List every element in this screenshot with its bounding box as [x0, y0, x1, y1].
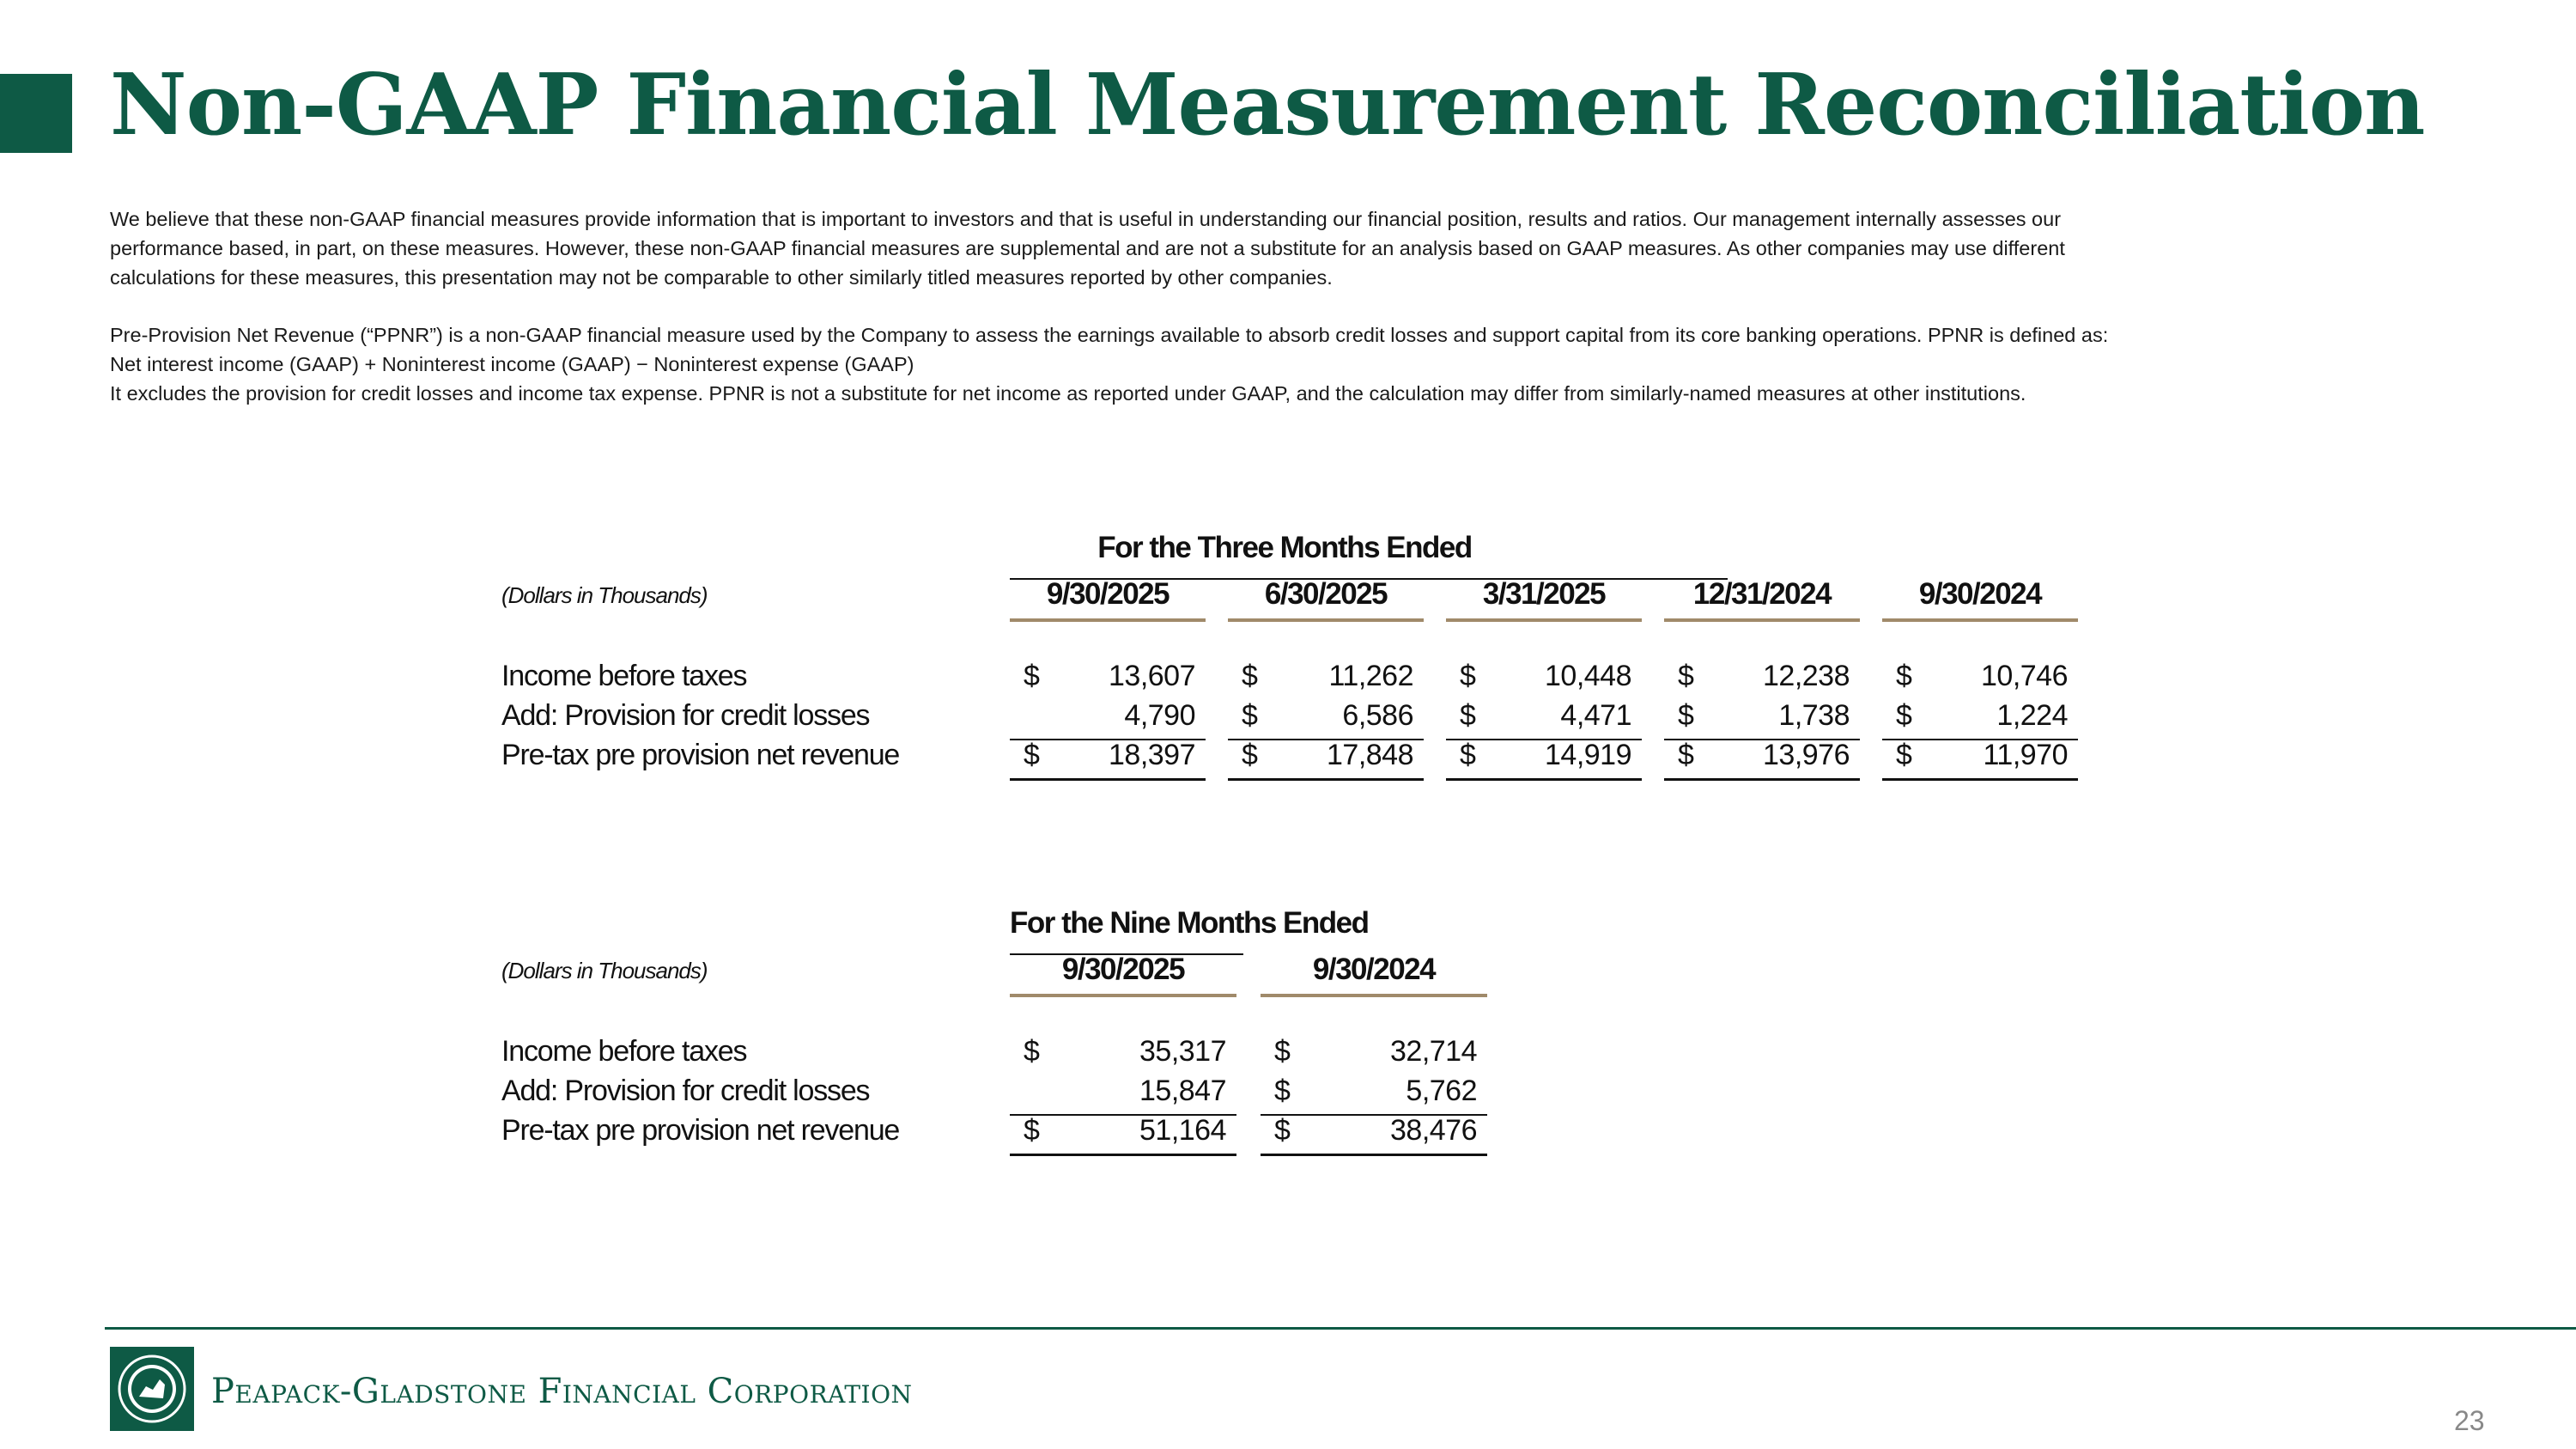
dollar-sign: $ [1678, 739, 1694, 771]
dollar-sign: $ [1242, 660, 1258, 692]
company-logo [110, 1347, 194, 1431]
cell-value: 14,919 [1545, 739, 1631, 771]
company-name: Peapack-Gladstone Financial Corporation [211, 1372, 913, 1411]
units-label: (Dollars in Thousands) [501, 582, 708, 608]
dollar-sign: $ [1460, 739, 1476, 771]
ppnr-line: Pre-Provision Net Revenue (“PPNR”) is a non-GAAP financial measure used by the Company to assess the earnings available to absorb credit losses and support capital from its core banking operations. PPNR is defined as: [110, 324, 2109, 346]
cell-value: 10,746 [1981, 660, 2068, 692]
dollar-sign: $ [1678, 660, 1694, 692]
cell-value: 1,224 [1996, 699, 2068, 732]
dollar-sign: $ [1024, 1035, 1040, 1068]
dollar-sign: $ [1896, 660, 1912, 692]
dollar-sign: $ [1678, 699, 1694, 732]
page-number: 23 [2454, 1405, 2485, 1436]
dollar-sign: $ [1242, 739, 1258, 771]
ppnr-formula: Net interest income (GAAP) + Noninterest income (GAAP) − Noninterest expense (GAAP) [110, 353, 914, 375]
column-underline [1882, 618, 2078, 622]
dollar-sign: $ [1896, 699, 1912, 732]
dollar-sign: $ [1024, 739, 1040, 771]
units-label: (Dollars in Thousands) [501, 958, 708, 983]
column-underline [1446, 618, 1642, 622]
intro-line: calculations for these measures, this presentation may not be comparable to other similarly titled measures reported by other companies. [110, 266, 1333, 289]
nine-months-group-header: For the Nine Months Ended [1010, 906, 1369, 940]
column-underline [1261, 994, 1487, 997]
cell-value: 13,607 [1109, 660, 1195, 692]
page-title: Non-GAAP Financial Measurement Reconciliation [110, 56, 2425, 155]
total-rule [1261, 1154, 1487, 1156]
column-header-9-30-2024: 9/30/2024 [1918, 577, 2042, 611]
column-header-12-31-2024: 12/31/2024 [1692, 577, 1832, 611]
intro-paragraph [110, 204, 2428, 292]
row-label-income-before-taxes: Income before taxes [501, 660, 747, 692]
cell-value: 35,317 [1139, 1035, 1226, 1068]
cell-value: 5,762 [1406, 1075, 1477, 1107]
dollar-sign: $ [1460, 660, 1476, 692]
cell-value: 10,448 [1545, 660, 1631, 692]
cell-value: 13,976 [1763, 739, 1850, 771]
cell-value: 6,586 [1342, 699, 1413, 732]
dollar-sign: $ [1024, 660, 1040, 692]
ppnr-line: It excludes the provision for credit losses and income tax expense. PPNR is not a substitute for net income as reported under GAAP, and the calculation may differ from similarly-named measures at other institutions. [110, 382, 2026, 405]
total-rule [1010, 778, 1206, 781]
row-label-ppnr: Pre-tax pre provision net revenue [501, 1114, 900, 1147]
row-label-ppnr: Pre-tax pre provision net revenue [501, 739, 900, 771]
total-rule [1882, 778, 2078, 781]
cell-value: 11,262 [1328, 660, 1413, 692]
column-header-6-30-2025: 6/30/2025 [1264, 577, 1388, 611]
column-header-3-31-2025: 3/31/2025 [1482, 577, 1606, 611]
column-underline [1228, 618, 1424, 622]
dollar-sign: $ [1274, 1035, 1291, 1068]
cell-value: 38,476 [1390, 1114, 1477, 1147]
column-underline [1010, 618, 1206, 622]
row-label-provision: Add: Provision for credit losses [501, 699, 870, 732]
cell-value: 1,738 [1778, 699, 1850, 732]
intro-line: performance based, in part, on these measures. However, these non-GAAP financial measures are supplemental and are not a substitute for an analysis based on GAAP measures. As other companies may use different [110, 237, 2065, 259]
dollar-sign: $ [1460, 699, 1476, 732]
dollar-sign: $ [1274, 1114, 1291, 1147]
intro-line: We believe that these non-GAAP financial measures provide information that is important to investors and that is useful in understanding our financial position, results and ratios. Our management internally assesses our [110, 208, 2062, 230]
cell-value: 4,471 [1560, 699, 1631, 732]
total-rule [1664, 778, 1860, 781]
column-header-9-30-2025: 9/30/2025 [1061, 953, 1185, 986]
dollar-sign: $ [1242, 699, 1258, 732]
cell-value: 11,970 [1983, 739, 2068, 771]
cell-value: 32,714 [1390, 1035, 1477, 1068]
column-header-9-30-2024: 9/30/2024 [1312, 953, 1436, 986]
row-label-income-before-taxes: Income before taxes [501, 1035, 747, 1068]
cell-value: 4,790 [1124, 699, 1195, 732]
dollar-sign: $ [1024, 1114, 1040, 1147]
total-rule [1010, 1154, 1236, 1156]
column-underline [1664, 618, 1860, 622]
cell-value: 12,238 [1763, 660, 1850, 692]
dollar-sign: $ [1896, 739, 1912, 771]
column-header-9-30-2025: 9/30/2025 [1046, 577, 1170, 611]
title-accent-square [0, 74, 72, 153]
column-underline [1010, 994, 1236, 997]
seal-icon [115, 1352, 189, 1426]
footer-rule [105, 1327, 2576, 1330]
total-rule [1228, 778, 1424, 781]
cell-value: 15,847 [1139, 1075, 1226, 1107]
total-rule [1446, 778, 1642, 781]
ppnr-definition-paragraph [110, 320, 2428, 408]
cell-value: 18,397 [1109, 739, 1195, 771]
three-months-group-header: For the Three Months Ended [1097, 531, 1472, 564]
dollar-sign: $ [1274, 1075, 1291, 1107]
cell-value: 51,164 [1139, 1114, 1226, 1147]
cell-value: 17,848 [1327, 739, 1413, 771]
row-label-provision: Add: Provision for credit losses [501, 1075, 870, 1107]
